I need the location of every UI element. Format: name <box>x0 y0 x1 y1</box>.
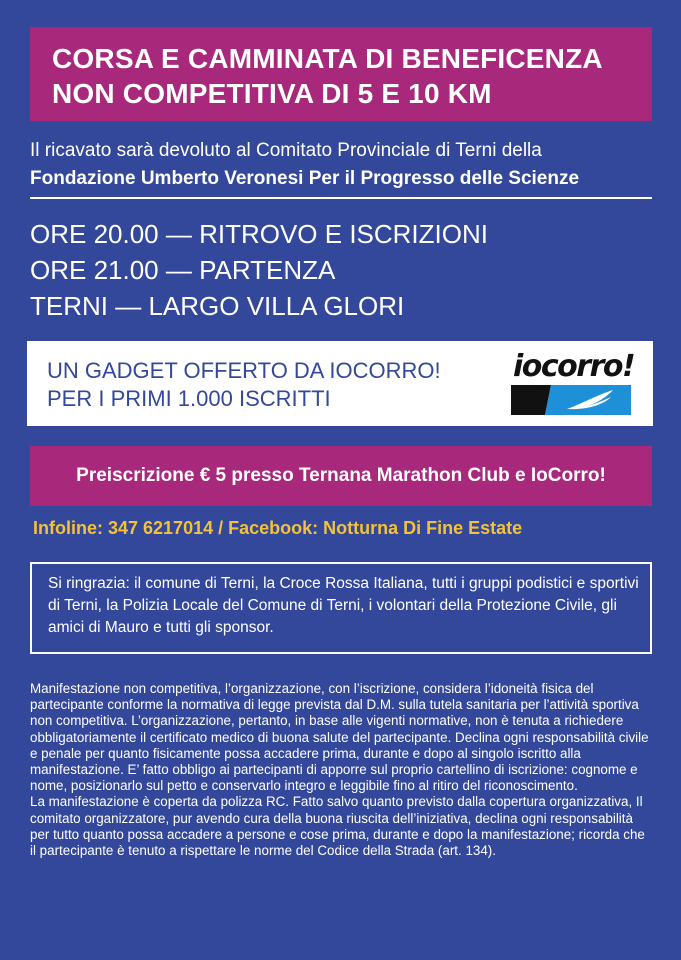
thanks-box <box>30 562 652 654</box>
intro <box>30 138 660 192</box>
title-banner <box>30 27 652 121</box>
gadget-line-1: UN GADGET OFFERTO DA IOCORRO! <box>47 358 441 383</box>
title-line-2: NON COMPETITIVA DI 5 E 10 KM <box>52 78 492 109</box>
logo-tagline: just run <box>517 385 544 394</box>
preregistration-text: Preiscrizione € 5 presso Ternana Marathon Club e IoCorro! <box>76 465 606 486</box>
disclaimer-paragraph-1: Manifestazione non competitiva, l’organizzazione, con l’iscrizione, considera l’idoneità fisica del partecipante conforme la normativa di legge prevista dal D.M. sulla tutela sanitaria per l’attività sportiva non competitiva. L’organizzazione, pertanto, in base alle vigenti normative, non è tenuta a richiedere obbligatoriamente il certificato medico di buona salute del partecipante. Declina ogni responsabilità civile e penale per quanto fisicamente possa accadere prima, durante e dopo al singolo iscritto alla manifestazione. E’ fatto obbligo ai partecipanti di apporre sul proprio cartellino di iscrizione: cognome e nome, posizionarlo sul petto e conservarlo integro e leggibile fino al ritiro del riconoscimento. <box>30 681 649 794</box>
infoline: Infoline: 347 6217014 / Facebook: Notturna Di Fine Estate <box>33 518 523 538</box>
thanks-text: Si ringrazia: il comune di Terni, la Croce Rossa Italiana, tutti i gruppi podistici e sportivi di Terni, la Polizia Locale del Comune di Terni, i volontari della Protezione Civile, gli amici di Mauro e tutti gli sponsor. <box>48 575 639 636</box>
disclaimer-paragraph-2: La manifestazione è coperta da polizza RC. Fatto salvo quanto previsto dalla copertura organizzativa, Il comitato organizzatore, pur avendo cura della buona riuscita dell’iniziativa, declina ogni responsabilità per tutto quanto possa accadere a persone e cose prima, durante e dopo la manifestazione; ricorda che il partecipante è tenuto a rispettare le norme del Codice della Strada (art. 134). <box>30 794 645 859</box>
divider <box>30 197 652 199</box>
disclaimer <box>30 681 652 859</box>
iocorro-logo <box>511 349 635 417</box>
gadget-line-2: PER I PRIMI 1.000 ISCRITTI <box>47 386 331 411</box>
logo-wordmark: iocorro! <box>513 349 635 384</box>
schedule-location: TERNI — LARGO VILLA GLORI <box>30 291 405 321</box>
intro-line-1: Il ricavato sarà devoluto al Comitato Provinciale di Terni della <box>30 140 542 161</box>
schedule-meeting: ORE 20.00 — RITROVO E ISCRIZIONI <box>30 219 488 249</box>
preregistration-banner <box>30 446 652 506</box>
intro-line-2: Fondazione Umberto Veronesi Per il Progresso delle Scienze <box>30 168 580 189</box>
title-line-1: CORSA E CAMMINATA DI BENEFICENZA <box>52 43 603 74</box>
schedule-start: ORE 21.00 — PARTENZA <box>30 255 336 285</box>
gadget-banner <box>27 341 653 426</box>
schedule <box>30 216 488 324</box>
